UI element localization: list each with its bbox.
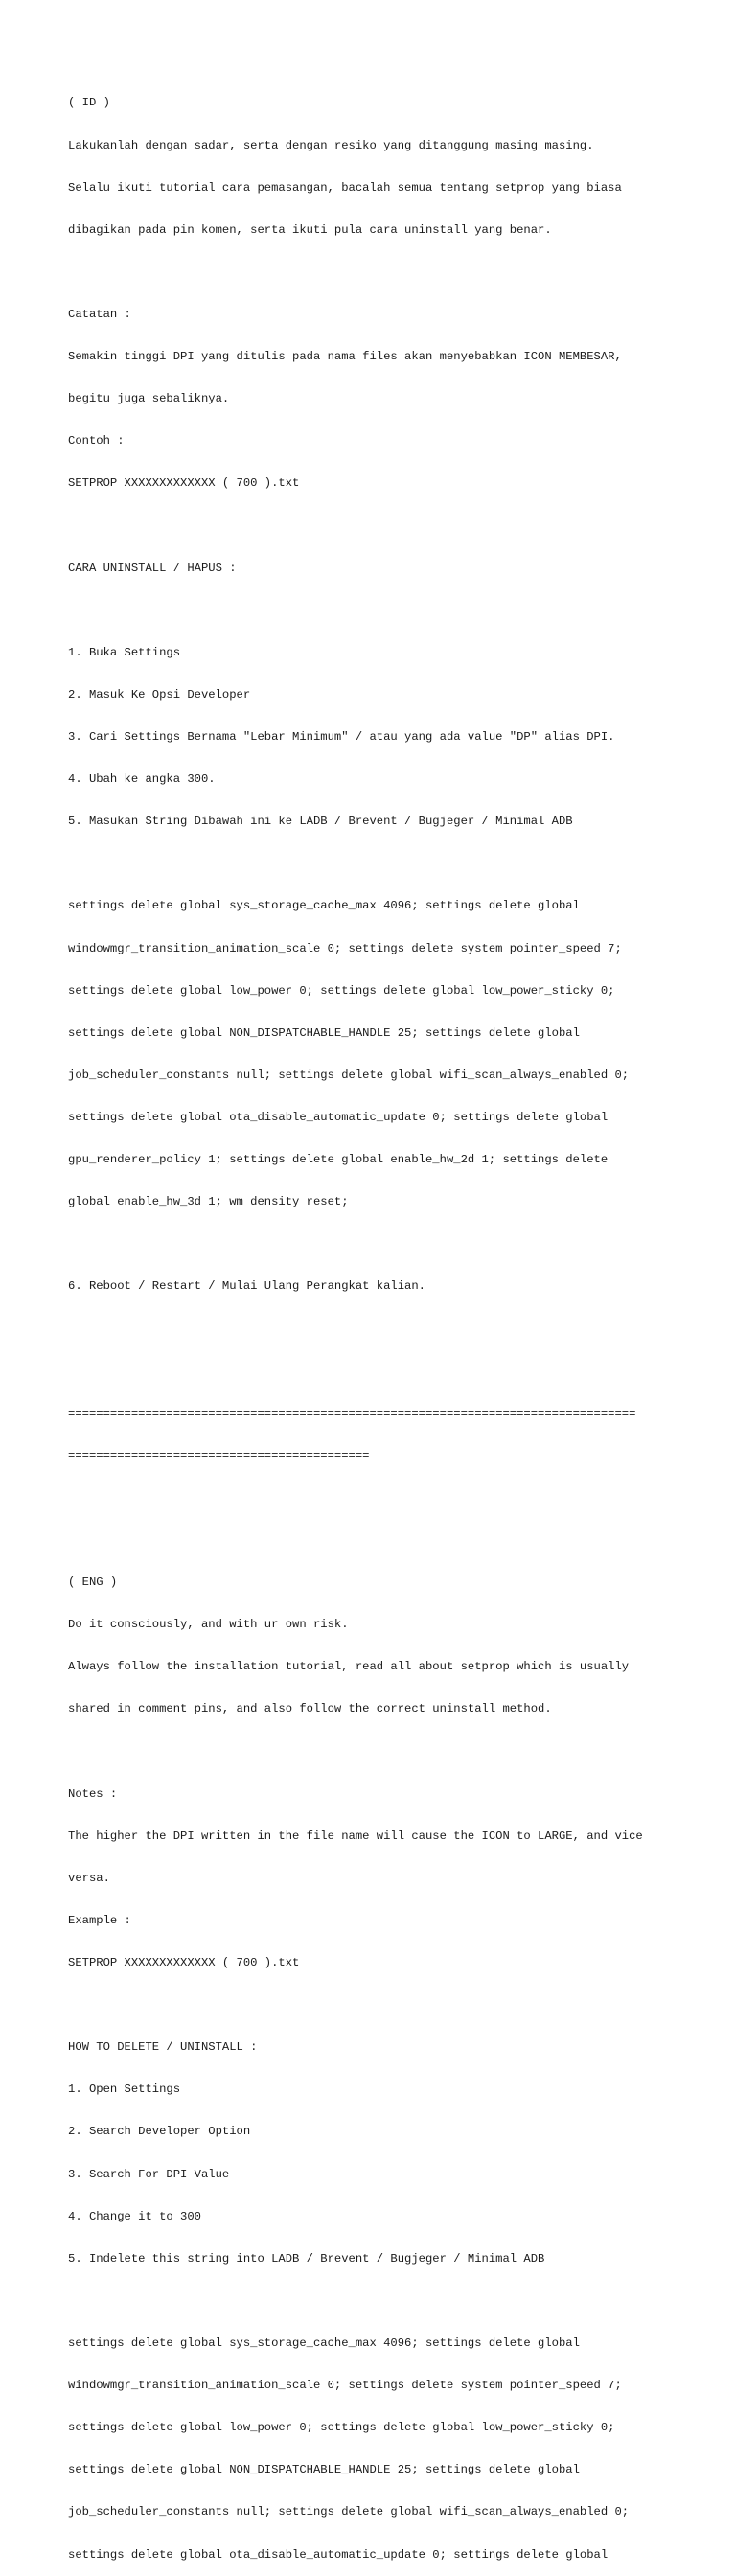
- document-line: ( ENG ): [68, 1576, 118, 1590]
- document-line: ( ID ): [68, 96, 110, 110]
- document-line: settings delete global low_power 0; settings delete global low_power_sticky 0;: [68, 983, 615, 998]
- document-line: windowmgr_transition_animation_scale 0; settings delete system pointer_speed 7;: [68, 2379, 622, 2393]
- document-line: [68, 1533, 681, 1548]
- document-line: 3. Search For DPI Value: [68, 2167, 230, 2181]
- document-text: [68, 68, 681, 2576]
- document-line: gpu_renderer_policy 1; settings delete global enable_hw_2d 1; settings delete: [68, 1153, 609, 1167]
- document-line: [68, 1998, 681, 2012]
- document-line: CARA UNINSTALL / HAPUS :: [68, 561, 237, 575]
- document-line: Contoh :: [68, 434, 125, 448]
- document-line: [68, 1237, 681, 1252]
- document-line: settings delete global sys_storage_cache_max 4096; settings delete global: [68, 2336, 580, 2351]
- document-line: 6. Reboot / Restart / Mulai Ulang Perangkat kalian.: [68, 1279, 426, 1294]
- document-line: SETPROP XXXXXXXXXXXXX ( 700 ).txt: [68, 1956, 300, 1970]
- document-line: The higher the DPI written in the file name will cause the ICON to LARGE, and vice: [68, 1828, 643, 1843]
- document-line: settings delete global ota_disable_automatic_update 0; settings delete global: [68, 1110, 609, 1124]
- document-line: settings delete global NON_DISPATCHABLE_HANDLE 25; settings delete global: [68, 2463, 580, 2477]
- document-line: 4. Ubah ke angka 300.: [68, 772, 216, 787]
- document-line: [68, 1491, 681, 1506]
- document-line: 5. Indelete this string into LADB / Brevent / Bugjeger / Minimal ADB: [68, 2251, 545, 2266]
- document-line: begitu juga sebaliknya.: [68, 392, 230, 406]
- document-line: settings delete global NON_DISPATCHABLE_HANDLE 25; settings delete global: [68, 1025, 580, 1040]
- document-line: Notes :: [68, 1786, 118, 1801]
- document-line: Catatan :: [68, 307, 131, 321]
- document-line: 1. Open Settings: [68, 2082, 181, 2097]
- document-line: [68, 1745, 681, 1760]
- document-line: [68, 518, 681, 533]
- document-line: job_scheduler_constants null; settings delete global wifi_scan_always_enabled 0;: [68, 1068, 630, 1082]
- document-line: SETPROP XXXXXXXXXXXXX ( 700 ).txt: [68, 476, 300, 491]
- document-line: settings delete global low_power 0; settings delete global low_power_sticky 0;: [68, 2421, 615, 2435]
- document-line: 1. Buka Settings: [68, 645, 181, 659]
- document-line: Example :: [68, 1913, 131, 1927]
- document-line: job_scheduler_constants null; settings delete global wifi_scan_always_enabled 0;: [68, 2505, 630, 2519]
- document-line: Selalu ikuti tutorial cara pemasangan, bacalah semua tentang setprop yang biasa: [68, 180, 622, 195]
- document-line: [68, 1365, 681, 1379]
- document-line: [68, 2294, 681, 2309]
- document-line: [68, 1322, 681, 1337]
- document-line: Lakukanlah dengan sadar, serta dengan resiko yang ditanggung masing masing.: [68, 138, 594, 152]
- document-line: settings delete global ota_disable_automatic_update 0; settings delete global: [68, 2547, 609, 2562]
- document-line: windowmgr_transition_animation_scale 0; settings delete system pointer_speed 7;: [68, 941, 622, 955]
- separator-line: ===========================================: [68, 1448, 370, 1462]
- document-line: Always follow the installation tutorial, read all about setprop which is usually: [68, 1660, 630, 1674]
- document-line: shared in comment pins, and also follow the correct uninstall method.: [68, 1702, 552, 1716]
- document-line: [68, 265, 681, 280]
- document-line: 5. Masukan String Dibawah ini ke LADB / Brevent / Bugjeger / Minimal ADB: [68, 815, 573, 829]
- document-line: settings delete global sys_storage_cache_max 4096; settings delete global: [68, 899, 580, 913]
- document-line: Semakin tinggi DPI yang ditulis pada nama files akan menyebabkan ICON MEMBESAR,: [68, 350, 622, 364]
- document-line: [68, 604, 681, 618]
- document-line: 3. Cari Settings Bernama "Lebar Minimum" / atau yang ada value "DP" alias DPI.: [68, 730, 615, 744]
- document-line: 2. Masuk Ke Opsi Developer: [68, 687, 251, 702]
- document-line: dibagikan pada pin komen, serta ikuti pula cara uninstall yang benar.: [68, 222, 552, 237]
- document-line: versa.: [68, 1871, 110, 1885]
- document-line: 2. Search Developer Option: [68, 2125, 251, 2139]
- document-line: Do it consciously, and with ur own risk.: [68, 1618, 349, 1632]
- document-line: [68, 857, 681, 871]
- separator-line: =================================================================================: [68, 1406, 636, 1420]
- document-line: global enable_hw_3d 1; wm density reset;: [68, 1195, 349, 1209]
- document-line: 4. Change it to 300: [68, 2209, 201, 2223]
- document-line: HOW TO DELETE / UNINSTALL :: [68, 2040, 258, 2055]
